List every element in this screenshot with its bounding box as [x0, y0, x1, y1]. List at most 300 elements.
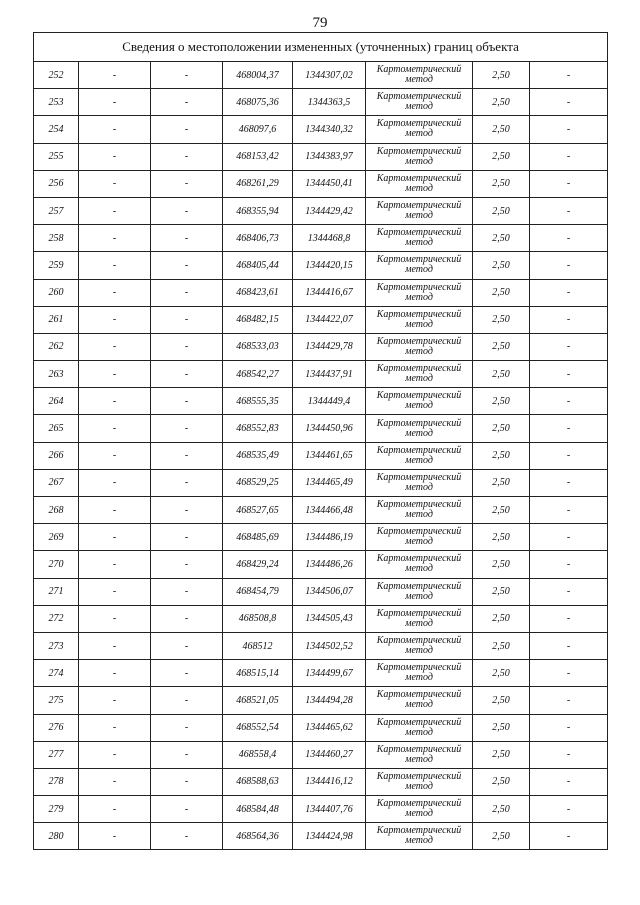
accuracy-cell: 2,50: [473, 823, 530, 850]
method-cell: [366, 551, 473, 578]
method-line-1: Картометрический: [376, 743, 462, 755]
method-cell: [366, 197, 473, 224]
method-line-1: Картометрический: [376, 635, 462, 647]
old-y-cell: -: [151, 197, 223, 224]
old-x-cell: -: [79, 415, 151, 442]
method-line-2: метод: [405, 808, 433, 820]
y-coordinate-cell: 1344422,07: [293, 306, 366, 333]
method-line-2: метод: [405, 753, 433, 765]
method-line-2: метод: [405, 264, 433, 276]
old-y-cell: -: [151, 796, 223, 823]
method-line-2: метод: [405, 318, 433, 330]
y-coordinate-cell: 1344363,5: [293, 89, 366, 116]
x-coordinate-cell: 468552,54: [223, 714, 293, 741]
method-line-1: Картометрический: [376, 580, 462, 592]
old-x-cell: -: [79, 578, 151, 605]
accuracy-cell: 2,50: [473, 62, 530, 89]
y-coordinate-cell: 1344486,26: [293, 551, 366, 578]
old-x-cell: -: [79, 225, 151, 252]
description-cell: -: [530, 279, 608, 306]
old-y-cell: -: [151, 578, 223, 605]
method-cell: [366, 306, 473, 333]
accuracy-cell: 2,50: [473, 415, 530, 442]
method-cell: [366, 524, 473, 551]
old-x-cell: -: [79, 497, 151, 524]
method-cell: [366, 252, 473, 279]
description-cell: -: [530, 796, 608, 823]
method-line-2: метод: [405, 563, 433, 575]
table-row: [34, 524, 608, 551]
method-line-1: Картометрический: [376, 390, 462, 402]
method-line-1: Картометрический: [376, 417, 462, 429]
accuracy-cell: 2,50: [473, 116, 530, 143]
table-row: [34, 415, 608, 442]
y-coordinate-cell: 1344450,41: [293, 170, 366, 197]
old-y-cell: -: [151, 469, 223, 496]
x-coordinate-cell: 468555,35: [223, 388, 293, 415]
method-cell: [366, 279, 473, 306]
method-cell: [366, 442, 473, 469]
method-line-1: Картометрический: [376, 607, 462, 619]
x-coordinate-cell: 468521,05: [223, 687, 293, 714]
accuracy-cell: 2,50: [473, 388, 530, 415]
old-y-cell: -: [151, 497, 223, 524]
accuracy-cell: 2,50: [473, 170, 530, 197]
description-cell: -: [530, 660, 608, 687]
table-row: [34, 741, 608, 768]
method-line-1: Картометрический: [376, 64, 462, 76]
old-y-cell: -: [151, 714, 223, 741]
table-row: [34, 660, 608, 687]
table-row: [34, 306, 608, 333]
old-y-cell: -: [151, 551, 223, 578]
method-line-1: Картометрический: [376, 254, 462, 266]
old-x-cell: -: [79, 823, 151, 850]
accuracy-cell: 2,50: [473, 333, 530, 360]
old-x-cell: -: [79, 687, 151, 714]
method-line-1: Картометрический: [376, 335, 462, 347]
y-coordinate-cell: 1344468,8: [293, 225, 366, 252]
description-cell: -: [530, 605, 608, 632]
x-coordinate-cell: 468542,27: [223, 361, 293, 388]
table-row: [34, 143, 608, 170]
method-cell: [366, 714, 473, 741]
y-coordinate-cell: 1344461,65: [293, 442, 366, 469]
method-line-1: Картометрический: [376, 471, 462, 483]
method-line-1: Картометрический: [376, 798, 462, 810]
description-cell: -: [530, 252, 608, 279]
old-y-cell: -: [151, 279, 223, 306]
y-coordinate-cell: 1344486,19: [293, 524, 366, 551]
method-line-2: метод: [405, 155, 433, 167]
point-number-cell: 253: [34, 89, 79, 116]
table-row: [34, 279, 608, 306]
method-line-1: Картометрический: [376, 91, 462, 103]
accuracy-cell: 2,50: [473, 89, 530, 116]
old-x-cell: -: [79, 442, 151, 469]
old-y-cell: -: [151, 388, 223, 415]
table-row: [34, 116, 608, 143]
old-x-cell: -: [79, 741, 151, 768]
old-x-cell: -: [79, 252, 151, 279]
method-line-1: Картометрический: [376, 662, 462, 674]
method-line-1: Картометрический: [376, 444, 462, 456]
description-cell: -: [530, 62, 608, 89]
point-number-cell: 271: [34, 578, 79, 605]
old-x-cell: -: [79, 62, 151, 89]
old-y-cell: -: [151, 605, 223, 632]
x-coordinate-cell: 468406,73: [223, 225, 293, 252]
x-coordinate-cell: 468512: [223, 632, 293, 659]
method-line-1: Картометрический: [376, 526, 462, 538]
method-line-2: метод: [405, 617, 433, 629]
old-y-cell: -: [151, 632, 223, 659]
accuracy-cell: 2,50: [473, 497, 530, 524]
page-number: 79: [312, 15, 328, 31]
table-row: [34, 252, 608, 279]
method-cell: [366, 143, 473, 170]
method-line-2: метод: [405, 74, 433, 86]
accuracy-cell: 2,50: [473, 469, 530, 496]
y-coordinate-cell: 1344466,48: [293, 497, 366, 524]
x-coordinate-cell: 468588,63: [223, 768, 293, 795]
table-row: [34, 578, 608, 605]
accuracy-cell: 2,50: [473, 578, 530, 605]
old-y-cell: -: [151, 361, 223, 388]
description-cell: -: [530, 89, 608, 116]
method-line-1: Картометрический: [376, 145, 462, 157]
y-coordinate-cell: 1344307,02: [293, 62, 366, 89]
point-number-cell: 269: [34, 524, 79, 551]
table-row: [34, 796, 608, 823]
x-coordinate-cell: 468529,25: [223, 469, 293, 496]
accuracy-cell: 2,50: [473, 197, 530, 224]
y-coordinate-cell: 1344449,4: [293, 388, 366, 415]
method-line-2: метод: [405, 237, 433, 249]
boundary-points-table: [33, 32, 608, 850]
x-coordinate-cell: 468097,6: [223, 116, 293, 143]
method-cell: [366, 768, 473, 795]
x-coordinate-cell: 468584,48: [223, 796, 293, 823]
y-coordinate-cell: 1344506,07: [293, 578, 366, 605]
y-coordinate-cell: 1344505,43: [293, 605, 366, 632]
description-cell: -: [530, 551, 608, 578]
x-coordinate-cell: 468153,42: [223, 143, 293, 170]
y-coordinate-cell: 1344465,49: [293, 469, 366, 496]
method-line-1: Картометрический: [376, 308, 462, 320]
description-cell: -: [530, 306, 608, 333]
description-cell: -: [530, 578, 608, 605]
method-cell: [366, 62, 473, 89]
method-line-2: метод: [405, 590, 433, 602]
x-coordinate-cell: 468004,37: [223, 62, 293, 89]
old-x-cell: -: [79, 197, 151, 224]
table-row: [34, 89, 608, 116]
point-number-cell: 277: [34, 741, 79, 768]
description-cell: -: [530, 524, 608, 551]
old-x-cell: -: [79, 469, 151, 496]
method-cell: [366, 225, 473, 252]
old-x-cell: -: [79, 279, 151, 306]
y-coordinate-cell: 1344450,96: [293, 415, 366, 442]
y-coordinate-cell: 1344424,98: [293, 823, 366, 850]
accuracy-cell: 2,50: [473, 225, 530, 252]
old-x-cell: -: [79, 524, 151, 551]
accuracy-cell: 2,50: [473, 551, 530, 578]
old-y-cell: -: [151, 768, 223, 795]
y-coordinate-cell: 1344499,67: [293, 660, 366, 687]
accuracy-cell: 2,50: [473, 632, 530, 659]
point-number-cell: 272: [34, 605, 79, 632]
old-y-cell: -: [151, 252, 223, 279]
accuracy-cell: 2,50: [473, 524, 530, 551]
method-cell: [366, 469, 473, 496]
old-x-cell: -: [79, 116, 151, 143]
old-x-cell: -: [79, 551, 151, 578]
method-line-2: метод: [405, 400, 433, 412]
point-number-cell: 268: [34, 497, 79, 524]
point-number-cell: 259: [34, 252, 79, 279]
description-cell: -: [530, 197, 608, 224]
method-cell: [366, 687, 473, 714]
y-coordinate-cell: 1344502,52: [293, 632, 366, 659]
old-y-cell: -: [151, 524, 223, 551]
method-line-2: метод: [405, 672, 433, 684]
x-coordinate-cell: 468527,65: [223, 497, 293, 524]
table-title: Сведения о местоположении измененных (уточненных) границ объекта: [34, 33, 608, 62]
method-line-2: метод: [405, 373, 433, 385]
method-cell: [366, 497, 473, 524]
method-cell: [366, 632, 473, 659]
accuracy-cell: 2,50: [473, 660, 530, 687]
old-y-cell: -: [151, 333, 223, 360]
method-line-1: Картометрический: [376, 172, 462, 184]
table-title-row: [34, 33, 608, 62]
method-line-2: метод: [405, 726, 433, 738]
accuracy-cell: 2,50: [473, 442, 530, 469]
method-line-2: метод: [405, 780, 433, 792]
table-row: [34, 170, 608, 197]
old-y-cell: -: [151, 306, 223, 333]
y-coordinate-cell: 1344429,42: [293, 197, 366, 224]
x-coordinate-cell: 468482,15: [223, 306, 293, 333]
table-row: [34, 225, 608, 252]
method-line-1: Картометрический: [376, 363, 462, 375]
x-coordinate-cell: 468564,36: [223, 823, 293, 850]
old-x-cell: -: [79, 605, 151, 632]
description-cell: -: [530, 741, 608, 768]
x-coordinate-cell: 468454,79: [223, 578, 293, 605]
method-line-2: метод: [405, 454, 433, 466]
table-row: [34, 469, 608, 496]
table-row: [34, 361, 608, 388]
x-coordinate-cell: 468558,4: [223, 741, 293, 768]
old-y-cell: -: [151, 687, 223, 714]
method-line-2: метод: [405, 481, 433, 493]
table-row: [34, 714, 608, 741]
x-coordinate-cell: 468552,83: [223, 415, 293, 442]
y-coordinate-cell: 1344340,32: [293, 116, 366, 143]
x-coordinate-cell: 468261,29: [223, 170, 293, 197]
point-number-cell: 275: [34, 687, 79, 714]
table-row: [34, 823, 608, 850]
method-line-2: метод: [405, 536, 433, 548]
accuracy-cell: 2,50: [473, 143, 530, 170]
old-y-cell: -: [151, 741, 223, 768]
table-row: [34, 388, 608, 415]
old-y-cell: -: [151, 442, 223, 469]
x-coordinate-cell: 468485,69: [223, 524, 293, 551]
x-coordinate-cell: 468508,8: [223, 605, 293, 632]
old-x-cell: -: [79, 306, 151, 333]
x-coordinate-cell: 468423,61: [223, 279, 293, 306]
description-cell: -: [530, 632, 608, 659]
accuracy-cell: 2,50: [473, 741, 530, 768]
x-coordinate-cell: 468535,49: [223, 442, 293, 469]
old-y-cell: -: [151, 89, 223, 116]
accuracy-cell: 2,50: [473, 714, 530, 741]
y-coordinate-cell: 1344429,78: [293, 333, 366, 360]
method-line-1: Картометрический: [376, 689, 462, 701]
description-cell: -: [530, 442, 608, 469]
y-coordinate-cell: 1344437,91: [293, 361, 366, 388]
method-cell: [366, 388, 473, 415]
point-number-cell: 267: [34, 469, 79, 496]
point-number-cell: 262: [34, 333, 79, 360]
accuracy-cell: 2,50: [473, 252, 530, 279]
x-coordinate-cell: 468515,14: [223, 660, 293, 687]
old-y-cell: -: [151, 415, 223, 442]
table-row: [34, 632, 608, 659]
method-line-2: метод: [405, 835, 433, 847]
accuracy-cell: 2,50: [473, 306, 530, 333]
table-body: [34, 62, 608, 850]
x-coordinate-cell: 468429,24: [223, 551, 293, 578]
y-coordinate-cell: 1344407,76: [293, 796, 366, 823]
old-x-cell: -: [79, 333, 151, 360]
point-number-cell: 276: [34, 714, 79, 741]
method-cell: [366, 823, 473, 850]
method-cell: [366, 89, 473, 116]
old-x-cell: -: [79, 89, 151, 116]
old-x-cell: -: [79, 660, 151, 687]
method-cell: [366, 578, 473, 605]
accuracy-cell: 2,50: [473, 605, 530, 632]
y-coordinate-cell: 1344416,12: [293, 768, 366, 795]
y-coordinate-cell: 1344416,67: [293, 279, 366, 306]
old-x-cell: -: [79, 768, 151, 795]
old-x-cell: -: [79, 632, 151, 659]
table-row: [34, 605, 608, 632]
point-number-cell: 278: [34, 768, 79, 795]
old-x-cell: -: [79, 143, 151, 170]
old-y-cell: -: [151, 225, 223, 252]
description-cell: -: [530, 823, 608, 850]
old-x-cell: -: [79, 361, 151, 388]
accuracy-cell: 2,50: [473, 279, 530, 306]
description-cell: -: [530, 714, 608, 741]
old-y-cell: -: [151, 116, 223, 143]
point-number-cell: 252: [34, 62, 79, 89]
method-cell: [366, 605, 473, 632]
method-line-2: метод: [405, 645, 433, 657]
point-number-cell: 258: [34, 225, 79, 252]
method-line-2: метод: [405, 699, 433, 711]
old-x-cell: -: [79, 796, 151, 823]
old-y-cell: -: [151, 170, 223, 197]
point-number-cell: 279: [34, 796, 79, 823]
method-line-2: метод: [405, 427, 433, 439]
table-row: [34, 442, 608, 469]
description-cell: -: [530, 687, 608, 714]
method-line-1: Картометрический: [376, 716, 462, 728]
x-coordinate-cell: 468355,94: [223, 197, 293, 224]
table-row: [34, 197, 608, 224]
point-number-cell: 255: [34, 143, 79, 170]
method-cell: [366, 116, 473, 143]
y-coordinate-cell: 1344460,27: [293, 741, 366, 768]
method-cell: [366, 170, 473, 197]
old-y-cell: -: [151, 823, 223, 850]
point-number-cell: 273: [34, 632, 79, 659]
point-number-cell: 263: [34, 361, 79, 388]
method-line-2: метод: [405, 128, 433, 140]
point-number-cell: 256: [34, 170, 79, 197]
table-row: [34, 62, 608, 89]
table-row: [34, 333, 608, 360]
accuracy-cell: 2,50: [473, 796, 530, 823]
old-x-cell: -: [79, 170, 151, 197]
method-line-2: метод: [405, 101, 433, 113]
point-number-cell: 274: [34, 660, 79, 687]
description-cell: -: [530, 361, 608, 388]
method-line-1: Картометрический: [376, 553, 462, 565]
method-line-2: метод: [405, 345, 433, 357]
point-number-cell: 264: [34, 388, 79, 415]
method-line-1: Картометрический: [376, 770, 462, 782]
description-cell: -: [530, 497, 608, 524]
point-number-cell: 257: [34, 197, 79, 224]
point-number-cell: 265: [34, 415, 79, 442]
method-line-2: метод: [405, 509, 433, 521]
accuracy-cell: 2,50: [473, 687, 530, 714]
table-row: [34, 768, 608, 795]
method-line-1: Картометрический: [376, 200, 462, 212]
description-cell: -: [530, 768, 608, 795]
description-cell: -: [530, 225, 608, 252]
y-coordinate-cell: 1344383,97: [293, 143, 366, 170]
accuracy-cell: 2,50: [473, 768, 530, 795]
method-line-2: метод: [405, 210, 433, 222]
point-number-cell: 266: [34, 442, 79, 469]
old-x-cell: -: [79, 714, 151, 741]
description-cell: -: [530, 116, 608, 143]
point-number-cell: 261: [34, 306, 79, 333]
method-cell: [366, 361, 473, 388]
old-y-cell: -: [151, 143, 223, 170]
description-cell: -: [530, 170, 608, 197]
x-coordinate-cell: 468533,03: [223, 333, 293, 360]
point-number-cell: 280: [34, 823, 79, 850]
method-line-2: метод: [405, 182, 433, 194]
x-coordinate-cell: 468405,44: [223, 252, 293, 279]
old-y-cell: -: [151, 62, 223, 89]
old-x-cell: -: [79, 388, 151, 415]
description-cell: -: [530, 469, 608, 496]
method-line-2: метод: [405, 291, 433, 303]
method-cell: [366, 415, 473, 442]
old-y-cell: -: [151, 660, 223, 687]
